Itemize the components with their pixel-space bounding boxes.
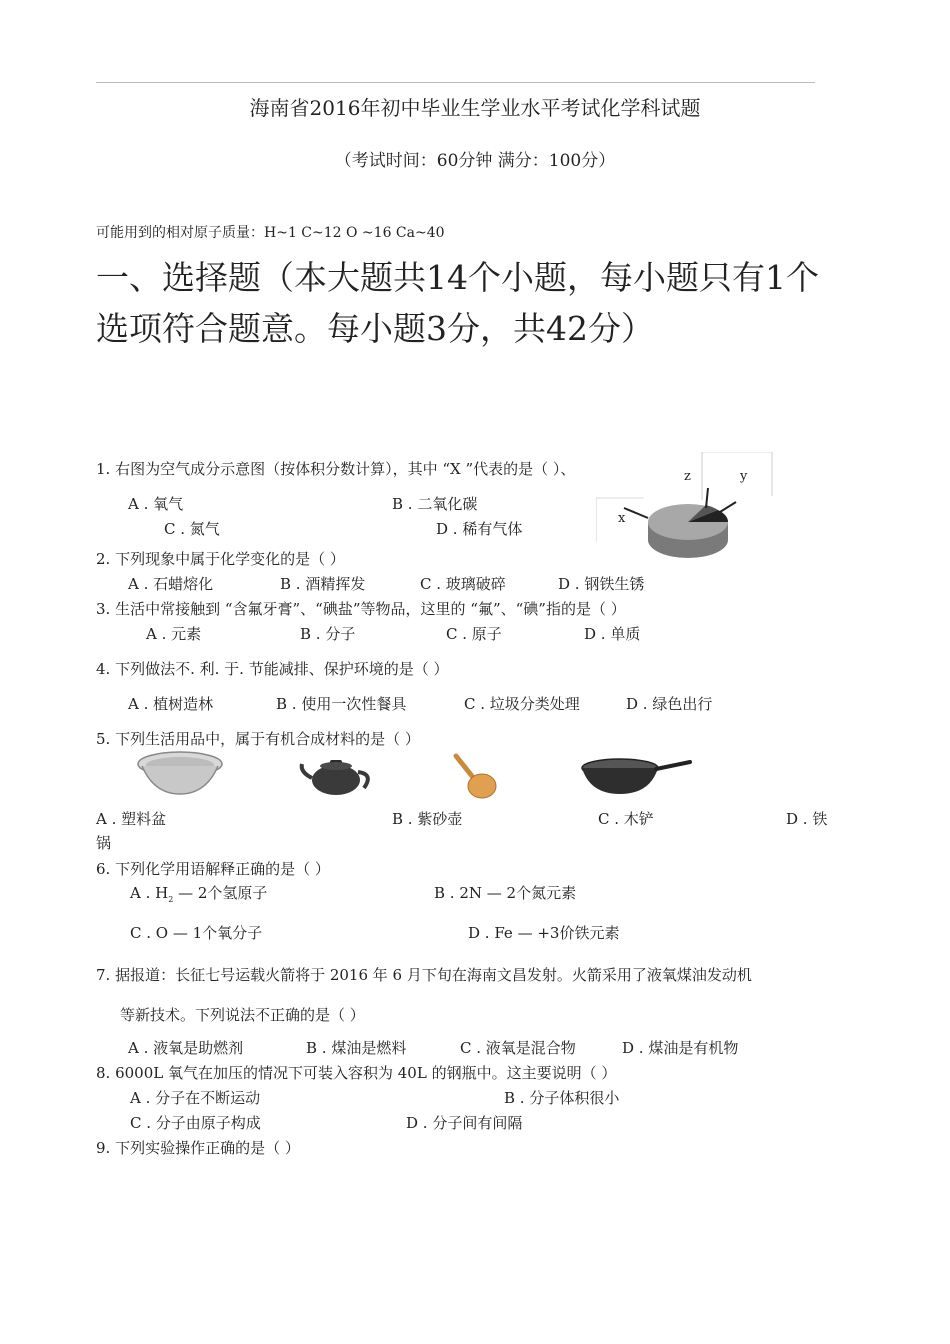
q7-stem: 7. 据报道：长征七号运载火箭将于 2016 年 6 月下旬在海南文昌发射。火箭采用了液氧煤油发动机 [96,966,752,984]
q3-option-c: C . 原子 [446,625,502,643]
q3-option-a: A . 元素 [146,625,202,643]
chart-label-z: z [684,469,691,484]
q8-option-a: A . 分子在不断运动 [130,1089,261,1107]
q2-stem: 2. 下列现象中属于化学变化的是（ ） [96,550,345,568]
atomic-masses: 可能用到的相对原子质量：H~1 C~12 O ~16 Ca~40 [96,225,445,241]
q5-option-a: A . 塑料盆 [96,810,167,828]
clay-teapot-image [298,752,378,798]
exam-info: （考试时间：60分钟 满分：100分） [334,151,616,171]
q5-option-d-wrap: 锅 [96,834,112,852]
q1-stem: 1. 右图为空气成分示意图（按体积分数计算），其中 “X ”代表的是（ ）、 [96,460,576,478]
q8-stem: 8. 6000L 氧气在加压的情况下可装入容积为 40L 的钢瓶中。这主要说明（ ） [96,1064,617,1082]
q5-option-c: C . 木铲 [598,810,654,828]
q6-option-a [130,882,267,904]
q7-option-d: D . 煤油是有机物 [622,1039,739,1057]
q1-option-b: B . 二氧化碳 [392,495,478,513]
q2-option-d: D . 钢铁生锈 [558,575,645,593]
q9-stem: 9. 下列实验操作正确的是（ ） [96,1139,300,1157]
wooden-spatula-image [448,752,504,802]
q2-option-c: C . 玻璃破碎 [420,575,506,593]
q5-stem: 5. 下列生活用品中，属于有机合成材料的是（ ） [96,730,420,748]
q7-option-b: B . 煤油是燃料 [306,1039,407,1057]
top-rule [96,82,815,83]
q3-stem: 3. 生活中常接触到 “含氟牙膏”、“碘盐”等物品，这里的 “氟”、“碘”指的是（ ） [96,600,626,618]
q4-option-c: C . 垃圾分类处理 [464,695,580,713]
q7-option-a: A . 液氧是助燃剂 [128,1039,244,1057]
q8-option-c: C . 分子由原子构成 [130,1114,261,1132]
q2-option-a: A . 石蜡熔化 [128,575,214,593]
air-composition-pie-chart [596,452,776,567]
q3-option-d: D . 单质 [584,625,641,643]
q1-option-a: A . 氧气 [128,495,184,513]
q5-option-b: B . 紫砂壶 [392,810,463,828]
q6-option-d: D . Fe — +3价铁元素 [468,924,620,942]
chart-label-x: x [618,511,626,526]
q6-option-b: B . 2N — 2个氮元素 [434,884,577,902]
q4-stem: 4. 下列做法不. 利. 于. 节能减排、保护环境的是（ ） [96,660,449,678]
q6-option-a-prefix: A . H [130,884,169,902]
iron-wok-image [580,756,692,796]
q8-option-d: D . 分子间有间隔 [406,1114,523,1132]
q4-option-b: B . 使用一次性餐具 [276,695,407,713]
page-title: 海南省2016年初中毕业生学业水平考试化学科试题 [249,96,701,120]
q6-option-a-text: — 2个氢原子 [178,884,268,902]
q7-option-c: C . 液氧是混合物 [460,1039,576,1057]
q5-option-d: D . 铁 [786,810,828,828]
q6-option-a-subscript: 2 [168,895,174,904]
q8-option-b: B . 分子体积很小 [504,1089,620,1107]
q6-stem: 6. 下列化学用语解释正确的是（ ） [96,860,330,878]
q4-option-a: A . 植树造林 [128,695,214,713]
q7-stem-continued: 等新技术。下列说法不正确的是（ ） [120,1006,365,1024]
chart-label-y: y [740,469,748,484]
q3-option-b: B . 分子 [300,625,356,643]
q2-option-b: B . 酒精挥发 [280,575,366,593]
section-heading: 一、选择题（本大题共14个小题，每小题只有1个选项符合题意。每小题3分，共42分） [96,258,819,348]
q6-option-c: C . O — 1个氧分子 [130,924,263,942]
q1-option-d: D . 稀有气体 [436,520,523,538]
plastic-basin-image [136,750,224,800]
q1-option-c: C . 氮气 [164,520,220,538]
q4-option-d: D . 绿色出行 [626,695,713,713]
